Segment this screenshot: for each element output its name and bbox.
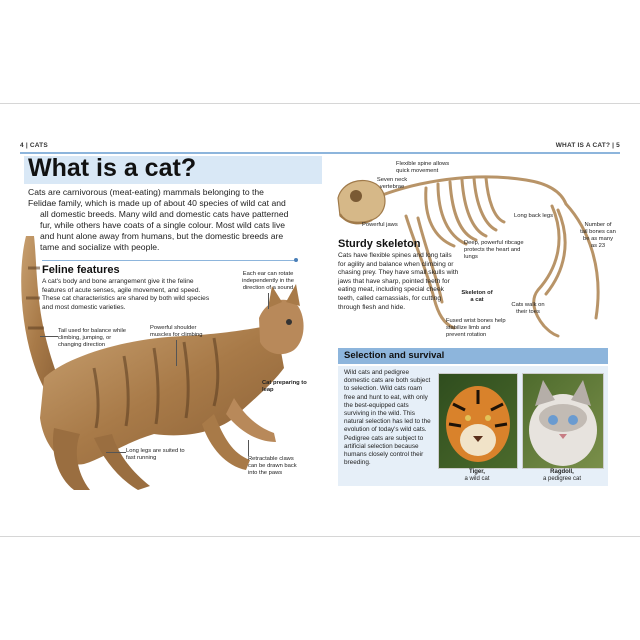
spine-label: Flexible spine allows quick movement <box>396 161 450 174</box>
intro-line: tame and socialize with people. <box>40 242 160 252</box>
leap-label: Cat preparing to leap <box>262 380 307 393</box>
toes-label: Cats walk on their toes <box>511 302 545 315</box>
ribcage-label: Deep, powerful ribcage protects the heart and lungs <box>464 240 524 260</box>
sturdy-skeleton-text: Cats have flexible spines and long tails for agility and balance when climbing or chasing prey. They have small skulls with jaws that have sharp, pointed teeth for eating meat, including special cheek teeth, called carnassials, for cutting through flesh and hide. <box>338 252 459 311</box>
ragdoll-name: Ragdoll, <box>550 469 574 475</box>
skeleton-title-label: Skeleton of a cat <box>461 290 493 303</box>
tiger-name: Tiger, <box>469 469 485 475</box>
running-header-right: WHAT IS A CAT? | 5 <box>555 142 620 149</box>
feline-features-text: A cat's body and bone arrangement give it the feline features of acute senses, agile movement, and speed. These cat characteristics are shared by both wild species and most domestic varieties. <box>42 278 210 311</box>
jaws-label: Powerful jaws <box>362 222 398 228</box>
legs-pointer <box>106 452 126 453</box>
ragdoll-face-icon <box>523 374 603 468</box>
running-header-left: 4 | CATS <box>20 142 48 149</box>
intro-line: and hunt alone away from humans, but the domestic breeds are <box>40 231 284 241</box>
intro-line: Felidae family, which is made up of about 40 species of wild cat and <box>28 198 286 208</box>
shoulder-label: Powerful shoulder muscles for climbing <box>150 325 203 338</box>
feline-features-heading: Feline features <box>42 264 120 276</box>
ragdoll-caption <box>522 469 602 484</box>
tiger-caption <box>438 469 516 484</box>
tail-pointer <box>40 336 58 337</box>
feline-section-rule <box>42 260 294 261</box>
tiger-face-icon <box>439 374 517 468</box>
tiger-subtitle: a wild cat <box>464 476 490 483</box>
ear-label: Each ear can rotate independently in the direction of a sound <box>242 271 294 291</box>
long-legs-label: Long back legs <box>514 213 553 219</box>
ragdoll-subtitle: a pedigree cat <box>542 476 582 483</box>
claws-pointer <box>248 440 249 456</box>
intro-line: fur, while others have coats of a single colour. Most wild cats live <box>40 220 286 230</box>
ragdoll-photo <box>522 373 604 469</box>
claws-label: Retractable claws can be drawn back into the paws <box>248 456 297 476</box>
shoulder-pointer <box>176 340 177 366</box>
ear-pointer <box>268 293 269 309</box>
sturdy-skeleton-heading: Sturdy skeleton <box>338 238 421 250</box>
tail-bones-label: Number of tail bones can be as many as 23 <box>580 222 616 249</box>
tiger-photo <box>438 373 518 469</box>
selection-heading: Selection and survival <box>344 350 445 361</box>
tail-label: Tail used for balance while climbing, jumping, or changing direction <box>58 328 126 348</box>
wrist-label: Fused wrist bones help stabilize limb and prevent rotation <box>446 318 506 338</box>
section-divider-dot <box>294 258 298 262</box>
selection-text: Wild cats and pedigree domestic cats are both subject to selection. Wild cats roam free and hunt to eat, with only the best-equipped cats surviving in the wild. This natural selection has led to the evolution of today's wild cats. Pedigree cats are subject to artificial selection because humans closely control their breeding. <box>344 369 431 467</box>
page-title: What is a cat? <box>28 154 197 182</box>
intro-line: all domestic breeds. Many wild and domestic cats have patterned <box>40 209 289 219</box>
legs-label: Long legs are suited to fast running <box>126 448 185 461</box>
neck-label: Seven neck vertebrae <box>376 177 408 190</box>
intro-line: Cats are carnivorous (meat-eating) mammals belonging to the <box>28 187 264 197</box>
